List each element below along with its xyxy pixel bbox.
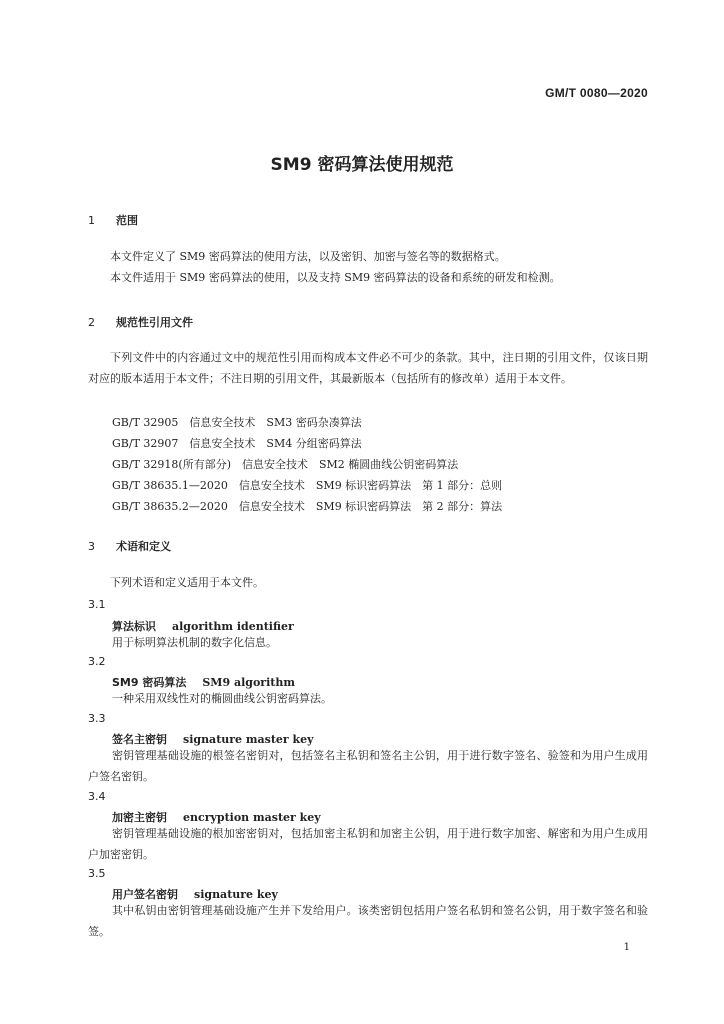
term-definition: 密钥管理基础设施的根加密密钥对，包括加密主私钥和加密主公钥，用于进行数字加密、解密和为用户生成用户加密密钥。 (88, 827, 648, 861)
section-heading-normative-references (88, 314, 193, 330)
paragraph: 本文件适用于 SM9 密码算法的使用，以及支持 SM9 密码算法的设备和系统的研发和检测。 (110, 271, 561, 284)
section-number: 1 (88, 214, 95, 227)
term-en: encryption master key (183, 811, 321, 824)
section-heading-scope (88, 212, 138, 228)
term-en: algorithm identifier (172, 620, 294, 633)
section-title: 术语和定义 (116, 540, 171, 553)
term-number: 3.2 (88, 655, 106, 668)
reference-item: GB/T 32905 信息安全技术 SM3 密码杂凑算法 (112, 416, 362, 429)
section-number: 3 (88, 540, 95, 553)
reference-item: GB/T 38635.1—2020 信息安全技术 SM9 标识密码算法 第 1 部分：总则 (112, 479, 503, 492)
section-heading-terms-definitions (88, 538, 171, 554)
section-title: 规范性引用文件 (116, 316, 193, 329)
section-title: 范围 (116, 214, 138, 227)
term-zh: 算法标识 (112, 620, 156, 633)
term-number: 3.1 (88, 598, 106, 611)
section-number: 2 (88, 316, 95, 329)
paragraph: 下列术语和定义适用于本文件。 (110, 576, 264, 589)
paragraph: 下列文件中的内容通过文中的规范性引用而构成本文件必不可少的条款。其中，注日期的引用文件，仅该日期对应的版本适用于本文件；不注日期的引用文件，其最新版本（包括所有的修改单）适用于本文件。 (88, 351, 648, 385)
term-en: signature key (194, 888, 278, 901)
term-definition: 其中私钥由密钥管理基础设施产生并下发给用户。该类密钥包括用户签名私钥和签名公钥，用于数字签名和验签。 (88, 904, 648, 938)
term-zh: 加密主密钥 (112, 811, 167, 824)
term-en: signature master key (183, 733, 314, 746)
term-definition: 密钥管理基础设施的根签名密钥对，包括签名主私钥和签名主公钥，用于进行数字签名、验签和为用户生成用户签名密钥。 (88, 749, 648, 783)
reference-item: GB/T 38635.2—2020 信息安全技术 SM9 标识密码算法 第 2 部分：算法 (112, 500, 503, 513)
reference-item: GB/T 32918(所有部分) 信息安全技术 SM2 椭圆曲线公钥密码算法 (112, 458, 459, 471)
term-definition: 用于标明算法机制的数字化信息。 (112, 636, 277, 649)
term-zh: SM9 密码算法 (112, 676, 187, 689)
document-title: SM9 密码算法使用规范 (270, 155, 454, 175)
term-zh: 签名主密钥 (112, 733, 167, 746)
term-definition: 一种采用双线性对的椭圆曲线公钥密码算法。 (112, 692, 332, 705)
page-number: 1 (623, 942, 630, 953)
term-en: SM9 algorithm (202, 676, 295, 689)
paragraph: 本文件定义了 SM9 密码算法的使用方法，以及密钥、加密与签名等的数据格式。 (110, 250, 506, 263)
standard-code: GM/T 0080—2020 (545, 86, 648, 100)
term-number: 3.4 (88, 790, 106, 803)
term-number: 3.3 (88, 712, 106, 725)
term-number: 3.5 (88, 867, 106, 880)
term-zh: 用户签名密钥 (112, 888, 178, 901)
reference-item: GB/T 32907 信息安全技术 SM4 分组密码算法 (112, 437, 362, 450)
